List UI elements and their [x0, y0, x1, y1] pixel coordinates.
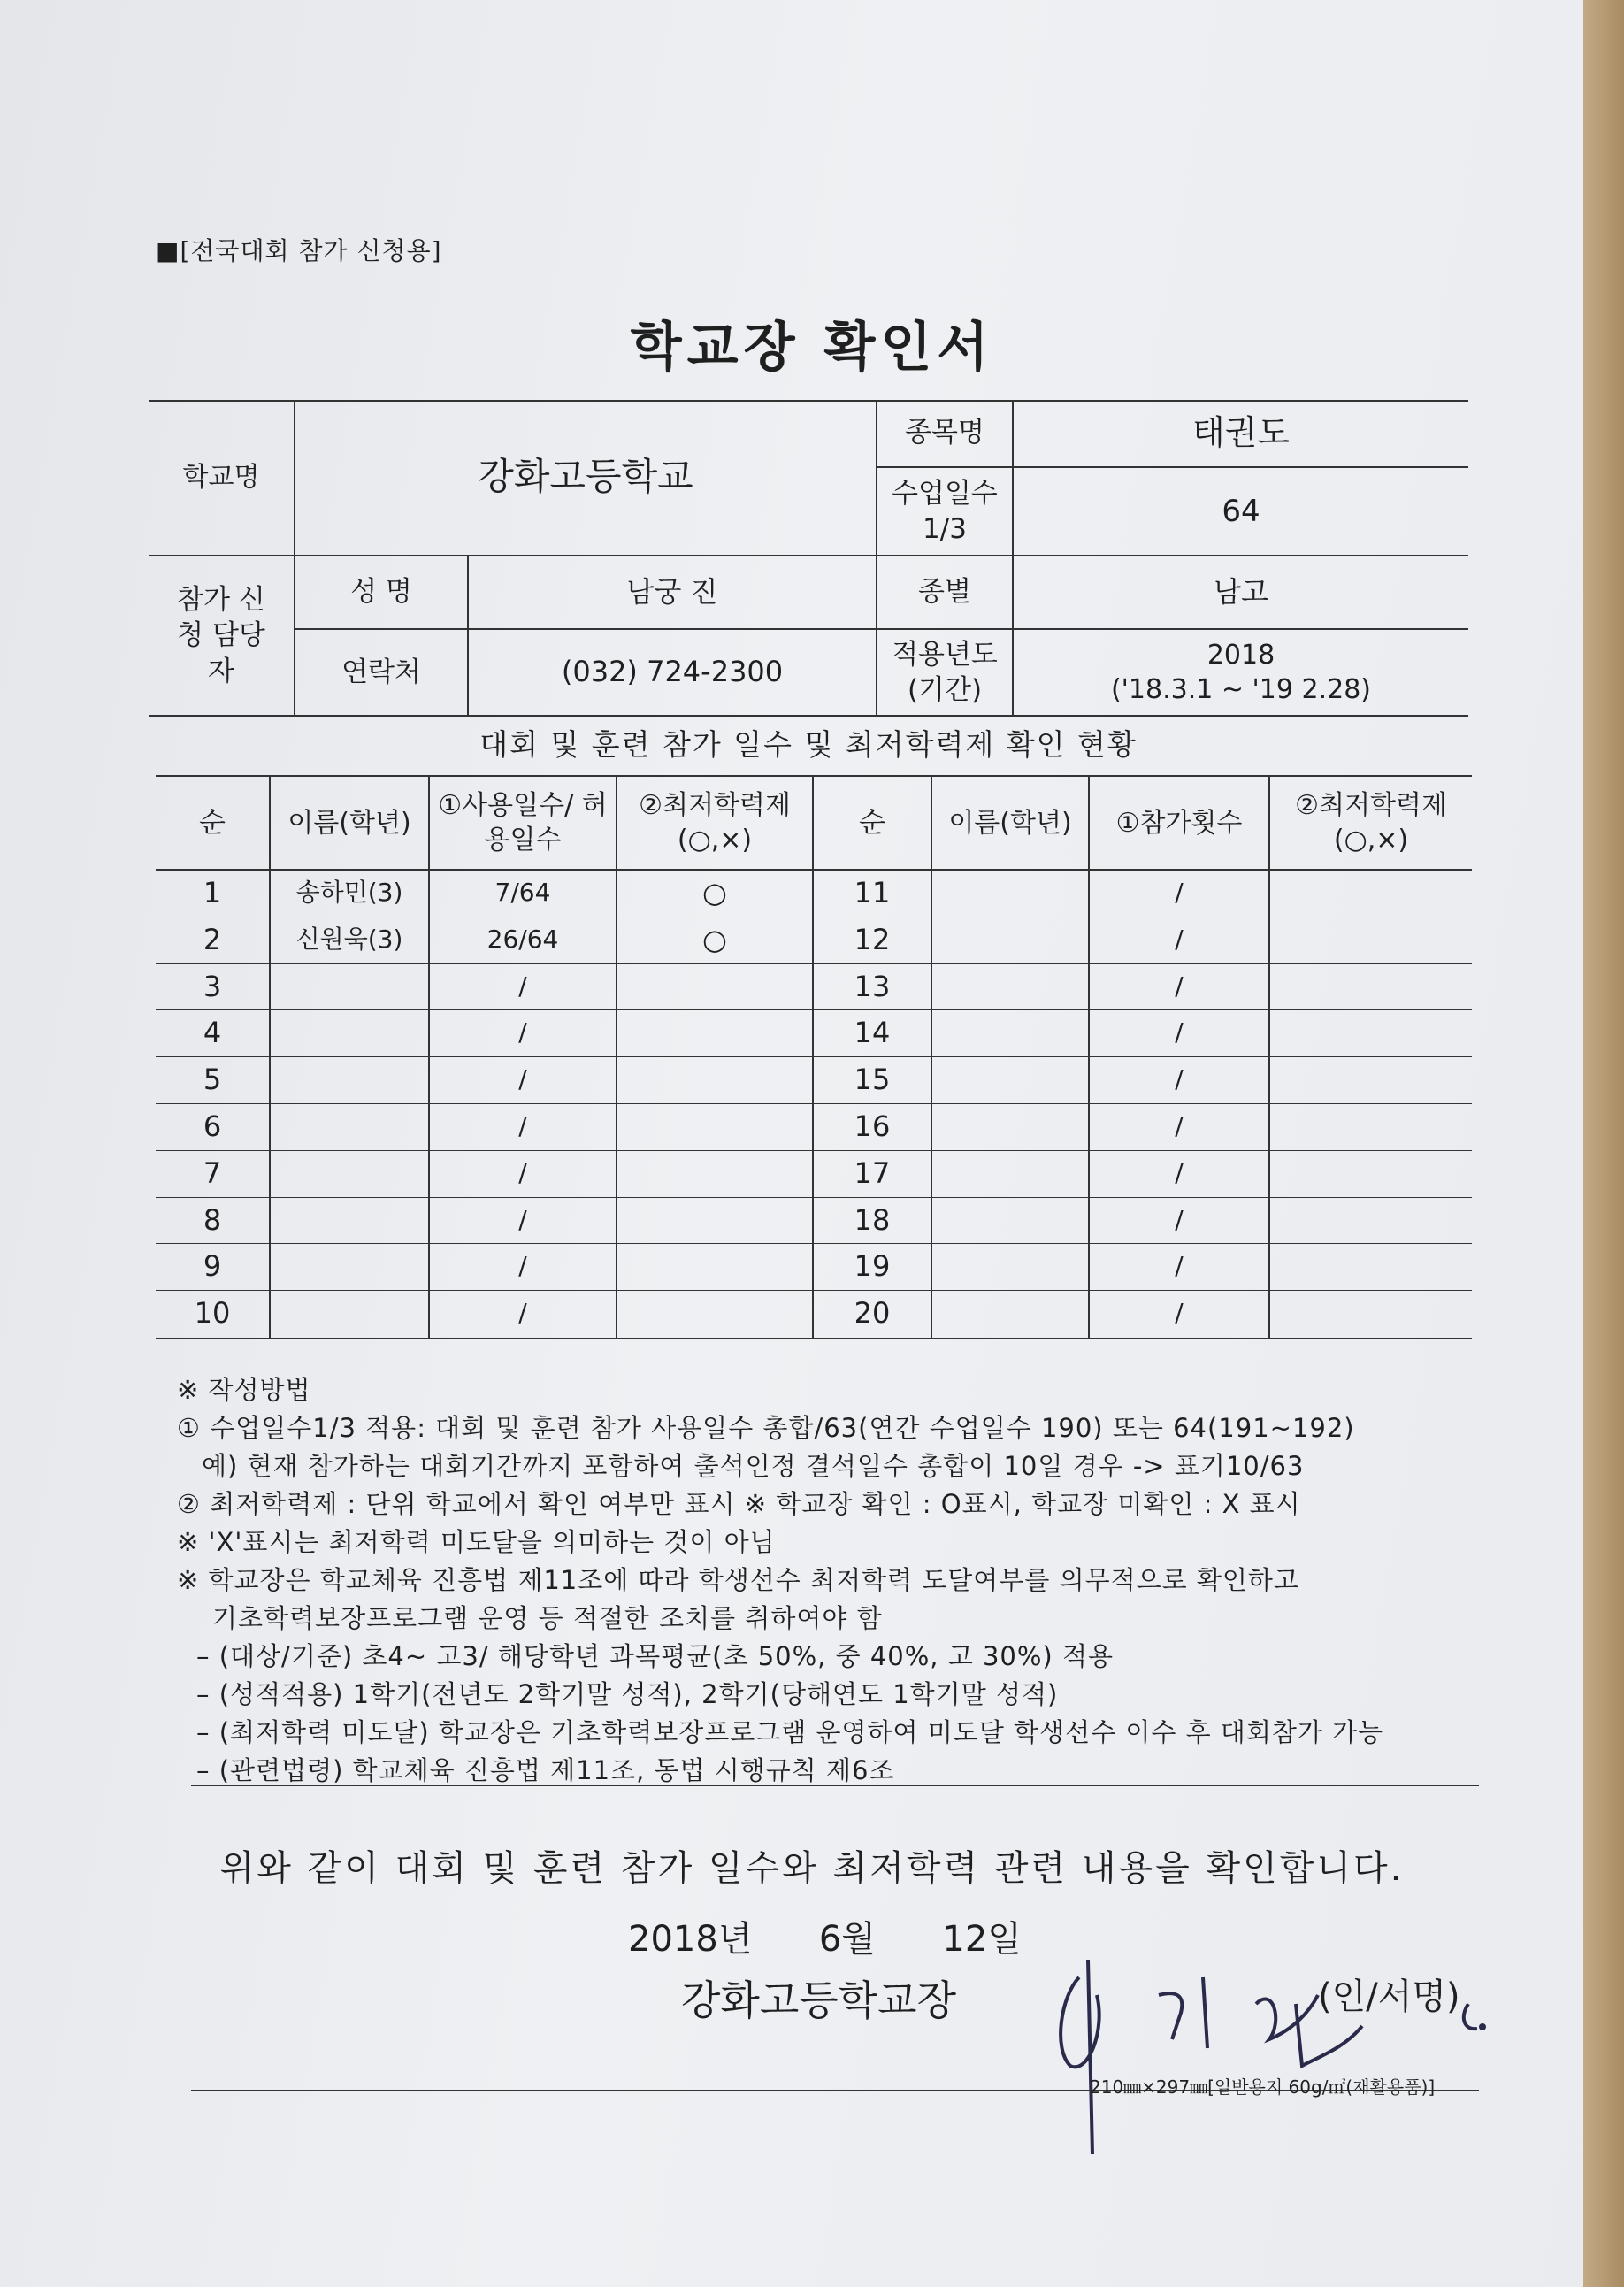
grade-check — [1270, 1010, 1472, 1055]
header-grade-left: ②최저학력제 (○,×) — [639, 790, 791, 856]
row-number: 3 — [203, 969, 222, 1003]
date-month: 6월 — [818, 1919, 876, 1960]
header-days: ①사용일수/ 허용일수 — [438, 790, 608, 856]
grade-check — [1270, 1104, 1472, 1149]
row-number: 7 — [203, 1155, 222, 1190]
signature-label: (인/서명) — [1318, 1976, 1460, 2017]
row-number: 2 — [203, 922, 222, 956]
student-name: 송하민(3) — [295, 878, 403, 908]
participation-count: / — [1175, 878, 1184, 908]
principal-title: 강화고등학교장 — [681, 1976, 957, 2024]
row-number: 13 — [854, 969, 891, 1003]
student-name — [932, 1010, 1088, 1055]
used-days: 26/64 — [486, 925, 559, 955]
grade-check — [1270, 1057, 1472, 1102]
paper-spec: 210㎜×297㎜[일반용지 60g/㎡(재활용품)] — [1090, 2076, 1436, 2098]
header-name-left: 이름(학년) — [287, 807, 411, 839]
row-number: 17 — [854, 1155, 891, 1190]
participation-count: / — [1175, 971, 1184, 1002]
note-line: – (최저학력 미도달) 학교장은 기초학력보장프로그램 운영하여 미도달 학생선수 이수 후 대회참가 가능 — [196, 1717, 1384, 1747]
student-name — [271, 1198, 428, 1243]
note-line: ※ 'X'표시는 최저학력 미도달을 의미하는 것이 아님 — [177, 1527, 776, 1557]
student-name — [271, 1244, 428, 1289]
class-days-value: 64 — [1222, 493, 1260, 529]
school-name-value: 강화고등학교 — [478, 455, 693, 499]
grade-check — [1270, 1151, 1472, 1196]
student-name — [271, 1010, 428, 1055]
grade-check: ○ — [702, 875, 727, 909]
used-days: / — [518, 1111, 527, 1141]
grade-check — [617, 1010, 812, 1055]
grade-check — [617, 1057, 812, 1102]
row-number: 20 — [854, 1295, 891, 1330]
writing-notes — [177, 1371, 1383, 1790]
grade-check — [1270, 917, 1472, 963]
header-name-right: 이름(학년) — [948, 807, 1072, 839]
contact-phone-value: (032) 724-2300 — [561, 655, 784, 689]
header-no-left: 순 — [199, 806, 226, 839]
used-days: / — [518, 1158, 527, 1188]
note-line: ② 최저학력제 : 단위 학교에서 확인 여부만 표시 ※ 학교장 확인 : O표시, 학교장 미확인 : X 표시 — [177, 1489, 1301, 1519]
row-number: 9 — [203, 1248, 222, 1283]
period-value: ('18.3.1 ~ '19 2.28) — [1110, 674, 1372, 705]
used-days: / — [518, 1017, 527, 1048]
participation-count: / — [1175, 1017, 1184, 1048]
row-number: 8 — [203, 1202, 222, 1237]
date — [628, 1911, 1022, 1961]
grade-check — [1270, 1291, 1472, 1336]
status-title: 대회 및 훈련 참가 일수 및 최저학력제 확인 현황 — [479, 726, 1138, 762]
contact-name-label: 성 명 — [350, 576, 412, 609]
grade-check — [617, 1104, 812, 1149]
class-days-label: 수업일수 1/3 — [892, 477, 998, 545]
notes-heading: ※ 작성방법 — [177, 1375, 311, 1405]
participation-count: / — [1175, 1158, 1184, 1188]
header-count: ①참가횟수 — [1115, 807, 1243, 839]
school-name-label: 학교명 — [182, 462, 260, 493]
row-number: 19 — [854, 1248, 891, 1283]
student-name: 신원욱(3) — [295, 925, 403, 955]
grade-check — [1270, 1244, 1472, 1289]
row-number: 16 — [854, 1109, 891, 1143]
student-name — [932, 1057, 1088, 1102]
grade-check: ○ — [702, 922, 727, 956]
student-name — [271, 1151, 428, 1196]
student-name — [932, 1244, 1088, 1289]
note-line: – (관련법령) 학교체육 진흥법 제11조, 동법 시행규칙 제6조 — [196, 1755, 895, 1785]
note-line: 예) 현재 참가하는 대회기간까지 포함하여 출석인정 결석일수 총합이 10일 경우 -> 표기10/63 — [202, 1451, 1305, 1481]
contact-name-value: 남궁 진 — [626, 574, 718, 609]
contact-phone-label: 연락처 — [341, 656, 421, 688]
used-days: / — [518, 1205, 527, 1235]
note-line: – (성적적용) 1학기(전년도 2학기말 성적), 2학기(당해연도 1학기말 성적) — [196, 1679, 1059, 1709]
student-name — [932, 1151, 1088, 1196]
row-number: 6 — [203, 1109, 222, 1143]
used-days: 7/64 — [494, 878, 551, 908]
date-year: 2018년 — [628, 1919, 753, 1960]
used-days: / — [518, 1298, 527, 1328]
sport-value: 태권도 — [1191, 412, 1291, 452]
grade-check — [1270, 964, 1472, 1009]
participation-count: / — [1175, 925, 1184, 955]
grade-check — [617, 1151, 812, 1196]
student-name — [932, 917, 1088, 963]
note-line: – (대상/기준) 초4~ 고3/ 해당학년 과목평균(초 50%, 중 40%, 고 30%) 적용 — [196, 1641, 1114, 1671]
date-day: 12일 — [942, 1919, 1022, 1960]
gender-label: 종별 — [918, 576, 971, 609]
note-line: ※ 학교장은 학교체육 진흥법 제11조에 따라 학생선수 최저학력 도달여부를 의무적으로 확인하고 — [177, 1565, 1299, 1595]
note-line: ① 수업일수1/3 적용: 대회 및 훈련 참가 사용일수 총합/63(연간 수업일수 190) 또는 64(191~192) — [177, 1413, 1355, 1443]
note-line: 기초학력보장프로그램 운영 등 적절한 조치를 취하여야 함 — [212, 1603, 883, 1633]
row-number: 15 — [854, 1062, 891, 1096]
year-label: 적용년도 (기간) — [892, 638, 998, 706]
document-title: 학교장 확인서 — [630, 317, 994, 379]
row-number: 18 — [854, 1202, 891, 1237]
student-name — [271, 964, 428, 1009]
student-name — [271, 1104, 428, 1149]
student-name — [932, 871, 1088, 916]
row-number: 1 — [203, 875, 222, 909]
row-number: 11 — [854, 875, 891, 909]
divider — [191, 1785, 1479, 1786]
participation-count: / — [1175, 1205, 1184, 1235]
used-days: / — [518, 1251, 527, 1281]
grade-check — [617, 1291, 812, 1336]
participation-count: / — [1175, 1251, 1184, 1281]
participation-count: / — [1175, 1298, 1184, 1328]
year-value: 2018 — [1207, 640, 1275, 671]
grade-check — [617, 1198, 812, 1243]
row-number: 4 — [203, 1015, 222, 1049]
student-name — [932, 1104, 1088, 1149]
sport-label: 종목명 — [905, 417, 984, 449]
student-name — [932, 964, 1088, 1009]
used-days: / — [518, 971, 527, 1002]
participation-count: / — [1175, 1111, 1184, 1141]
student-name — [932, 1198, 1088, 1243]
student-name — [271, 1291, 428, 1336]
contact-group-label: 참가 신청 담당자 — [177, 584, 265, 687]
student-name — [932, 1291, 1088, 1336]
grade-check — [1270, 871, 1472, 916]
row-number: 12 — [854, 922, 891, 956]
used-days: / — [518, 1064, 527, 1094]
header-no-right: 순 — [859, 806, 885, 839]
grade-check — [617, 1244, 812, 1289]
year-cell — [1014, 630, 1468, 715]
grade-check — [1270, 1198, 1472, 1243]
row-number: 10 — [194, 1295, 231, 1330]
participation-count: / — [1175, 1064, 1184, 1094]
grade-check — [617, 964, 812, 1009]
student-name — [271, 1057, 428, 1102]
header-tag: ■[전국대회 참가 신청용] — [156, 236, 442, 265]
gender-value: 남고 — [1214, 574, 1268, 609]
header-grade-right: ②최저학력제 (○,×) — [1295, 790, 1447, 856]
row-number: 5 — [203, 1062, 222, 1096]
row-number: 14 — [854, 1015, 891, 1049]
confirmation-text: 위와 같이 대회 및 훈련 참가 일수와 최저학력 관련 내용을 확인합니다. — [219, 1848, 1405, 1889]
